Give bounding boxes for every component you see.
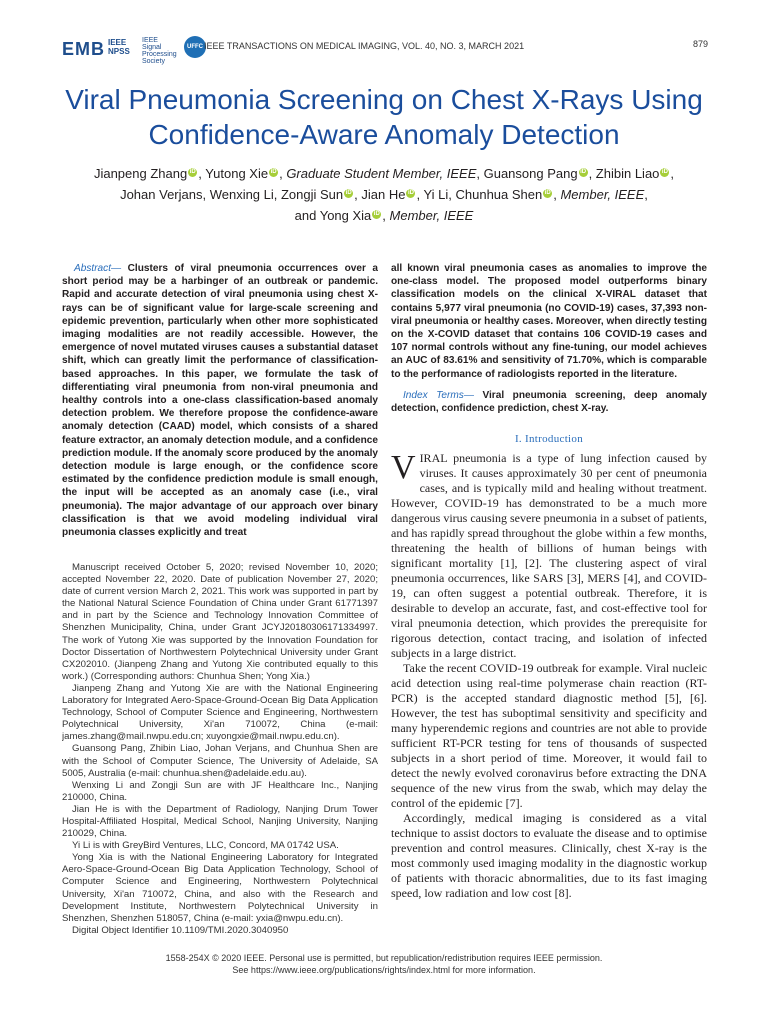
author-text: Johan Verjans, Wenxing Li, Zongji Sun	[120, 187, 344, 202]
footnote: Manuscript received October 5, 2020; revised November 10, 2020; accepted November 22, 2020. Date of publication November 27, 2020; date of current version March 2, 2021. This work was supported in part by the National Natural Science Foundation of China under Grant 61771397 and in part by the Science and Technology Innovation Committee of Shenzhen Municipality, China, under Grant JCYJ20180306171334997. The work of Yutong Xie was supported by the Innovation Foundation for Doctor Dissertation of Northwestern Polytechnical University under Grant CX202010. (Jianpeng Zhang and Yutong Xie contributed equally to this work.) (Corresponding authors: Chunhua Shen; Yong Xia.)	[62, 562, 378, 682]
emb-logo: EMB	[62, 39, 105, 59]
orcid-icon[interactable]: iD	[661, 168, 668, 175]
dropcap: V	[391, 451, 416, 487]
orcid-icon[interactable]: iD	[270, 168, 277, 175]
orcid-icon[interactable]: iD	[373, 210, 380, 217]
author-text: and Yong Xia	[294, 208, 372, 223]
author-text: ,	[670, 166, 675, 181]
author-text: ,	[382, 208, 390, 223]
author-membership: Member, IEEE	[560, 187, 645, 202]
abstract-label: Abstract—	[74, 263, 122, 274]
page-header	[62, 34, 712, 64]
footnote: Yi Li is with GreyBird Ventures, LLC, Concord, MA 01742 USA.	[72, 840, 339, 852]
index-terms-label: Index Terms—	[403, 389, 474, 401]
intro-paragraph: IRAL pneumonia is a type of lung infection caused by viruses. It causes approximately 30 per cent of pneumonia cases, and is typically mild and healing without treatment. However, COVID-19 has demonstrated to be a much more dangerous virus causing severe pneumonia in a subset of patients, and has rapidly spread throughout the globe within a few months, threatening the health of billions of human beings with significant mortality [1], [2]. The clustering aspect of viral pneumonia occurrences, like SARS [3], MERS [4], and COVID-19, can often suggest a potential outbreak. Therefore, it is desirable to develop an accurate, fast, and cost-effective tool for viral pneumonia detection, which provides the prerequisite for rigorous detection, contact tracing, and isolation of infected subjects in a large district.	[391, 451, 707, 661]
orcid-icon[interactable]: iD	[189, 168, 196, 175]
index-terms	[391, 389, 707, 415]
orcid-icon[interactable]: iD	[407, 189, 414, 196]
author-text: Jianpeng Zhang	[93, 166, 188, 181]
orcid-icon[interactable]: iD	[580, 168, 587, 175]
author-membership: Member, IEEE	[389, 208, 474, 223]
orcid-icon[interactable]: iD	[544, 189, 551, 196]
uffc-logo: UFFC	[184, 36, 206, 58]
copyright-notice	[40, 952, 728, 976]
abstract-text-left: Clusters of viral pneumonia occurrences over a short period may be a harbinger of an outbreak or pandemic. Rapid and accurate detection of viral pneumonia using chest X-rays can be of significant value for large-scale screening and epidemic prevention, particularly when other more sophisticated imaging modalities are not readily accessible. However, the emergence of novel mutated viruses causes a substantial dataset shift, which can greatly limit the performance of classification-based approaches. In this paper, we formulate the task of differentiating viral pneumonia from non-viral pneumonia and healthy controls into a one-class classification-based anomaly detection problem. We therefore propose the confidence-aware anomaly detection (CAAD) model, which consists of a shared feature extractor, an anomaly detection module, and a confidence prediction module. If the anomaly score produced by the anomaly detection module is large enough, or the confidence score estimated by the confidence prediction module is small enough, the input will be accepted as an anomaly case (i.e., viral pneumonia). The major advantage of our approach over binary classification is that we avoid modeling individual viral pneumonia classes explicitly and treat	[62, 263, 378, 539]
orcid-icon[interactable]: iD	[345, 189, 352, 196]
paper-title: Viral Pneumonia Screening on Chest X-Rays Using Confidence-Aware Anomaly Detection	[65, 84, 703, 150]
footnote: Yong Xia is with the National Engineering Laboratory for Integrated Aero-Space-Ground-Ocean Big Data Application Technology, School of Computer Science and Engineering, Northwestern Polytechnical University, Xi'an 710072, China, and also with the Research and Development Institute, Northwestern Polytechnical University in Shenzhen, Shenzhen 518057, China (e-mail: yxia@nwpu.edu.cn).	[62, 852, 378, 924]
copyright-line: 1558-254X © 2020 IEEE. Personal use is permitted, but republication/redistribution requires IEEE permission.	[165, 953, 603, 963]
author-list	[70, 163, 698, 226]
page-number: 879	[692, 39, 708, 49]
author-text: ,	[553, 187, 561, 202]
author-text: ,	[644, 187, 648, 202]
doi: Digital Object Identifier 10.1109/TMI.2020.3040950	[72, 924, 289, 936]
right-column	[391, 262, 707, 937]
footnotes	[62, 562, 378, 942]
rights-link-line[interactable]: See https://www.ieee.org/publications/rights/index.html for more information.	[232, 965, 536, 975]
author-membership: Graduate Student Member, IEEE	[286, 166, 477, 181]
footnote: Wenxing Li and Zongji Sun are with JF Healthcare Inc., Nanjing 210000, China.	[62, 779, 378, 803]
footnote: Jianpeng Zhang and Yutong Xie are with the National Engineering Laboratory for Integrated Aero-Space-Ground-Ocean Big Data Application Technology, School of Computer Science and Engineering, Northwestern Polytechnical University, Xi'an 710072, China (e-mail: james.zhang@mail.nwpu.edu.cn; xuyongxie@mail.nwpu.edu.cn).	[62, 682, 378, 743]
author-text: , Guansong Pang	[476, 166, 578, 181]
ieee-npss-logo: IEEE NPSS	[108, 38, 130, 56]
intro-paragraph: Accordingly, medical imaging is considered as a vital technique to assist doctors to evaluate the disease and to optimise prevention and control measures. Clinically, chest X-ray is the most commonly used imaging modality in the diagnostic workup of patients with thoracic abnormalities, due to its fast imaging speed, low radiation and low cost [8].	[391, 811, 707, 901]
abstract-continued: all known viral pneumonia cases as anomalies to improve the one-class model. The proposed model outperforms binary classification models on the clinical X-VIRAL dataset that contains 5,977 viral pneumonia (no COVID-19) cases, 37,393 non-viral pneumonia or healthy cases. Moreover, when directly testing on the X-COVID dataset that contains 106 COVID-19 cases and 107 normal controls without any fine-tuning, our model achieves an AUC of 83.61% and sensitivity of 71.70%, which is comparable to the performance of radiologists reported in the literature.	[391, 263, 707, 380]
abstract	[62, 262, 378, 546]
author-text: ,	[279, 166, 287, 181]
journal-name: IEEE TRANSACTIONS ON MEDICAL IMAGING, VOL. 40, NO. 3, MARCH 2021	[204, 41, 525, 51]
author-text: , Yi Li, Chunhua Shen	[416, 187, 543, 202]
footnote: Jian He is with the Department of Radiology, Nanjing Drum Tower Hospital-Affiliated Hospital, Medical School, Nanjing University, Nanjing 210029, China.	[62, 803, 378, 840]
footnote: Guansong Pang, Zhibin Liao, Johan Verjans, and Chunhua Shen are with the School of Computer Science, The University of Adelaide, SA 5005, Australia (e-mail: chunhua.shen@adelaide.edu.au).	[62, 743, 378, 779]
left-column	[62, 262, 378, 942]
author-text: , Yutong Xie	[198, 166, 269, 181]
introduction-body	[391, 451, 707, 937]
signal-processing-society-logo: IEEE Signal Processing Society	[142, 37, 177, 65]
index-terms-text: Viral pneumonia screening, deep anomaly detection, confidence prediction, chest X-ray.	[391, 389, 707, 415]
author-text: , Zhibin Liao	[588, 166, 660, 181]
section-heading: I. Introduction	[514, 433, 584, 446]
intro-paragraph: Take the recent COVID-19 outbreak for example. Viral nucleic acid detection using real-time polymerase chain reaction (RT-PCR) is the accepted standard diagnostic method [5], [6]. However, the test has suboptimal sensitivity and specificity and many hyperendemic regions and countries are not able to provide sufficient RT-PCR testing for tens of thousands of suspected subjects in a short period of time. Moreover, it would fail to detect the newly evolved coronavirus before extracting the DNA sequence of the new virus from the swab, which may delay the control of the epidemic [7].	[391, 661, 707, 811]
author-text: , Jian He	[354, 187, 406, 202]
